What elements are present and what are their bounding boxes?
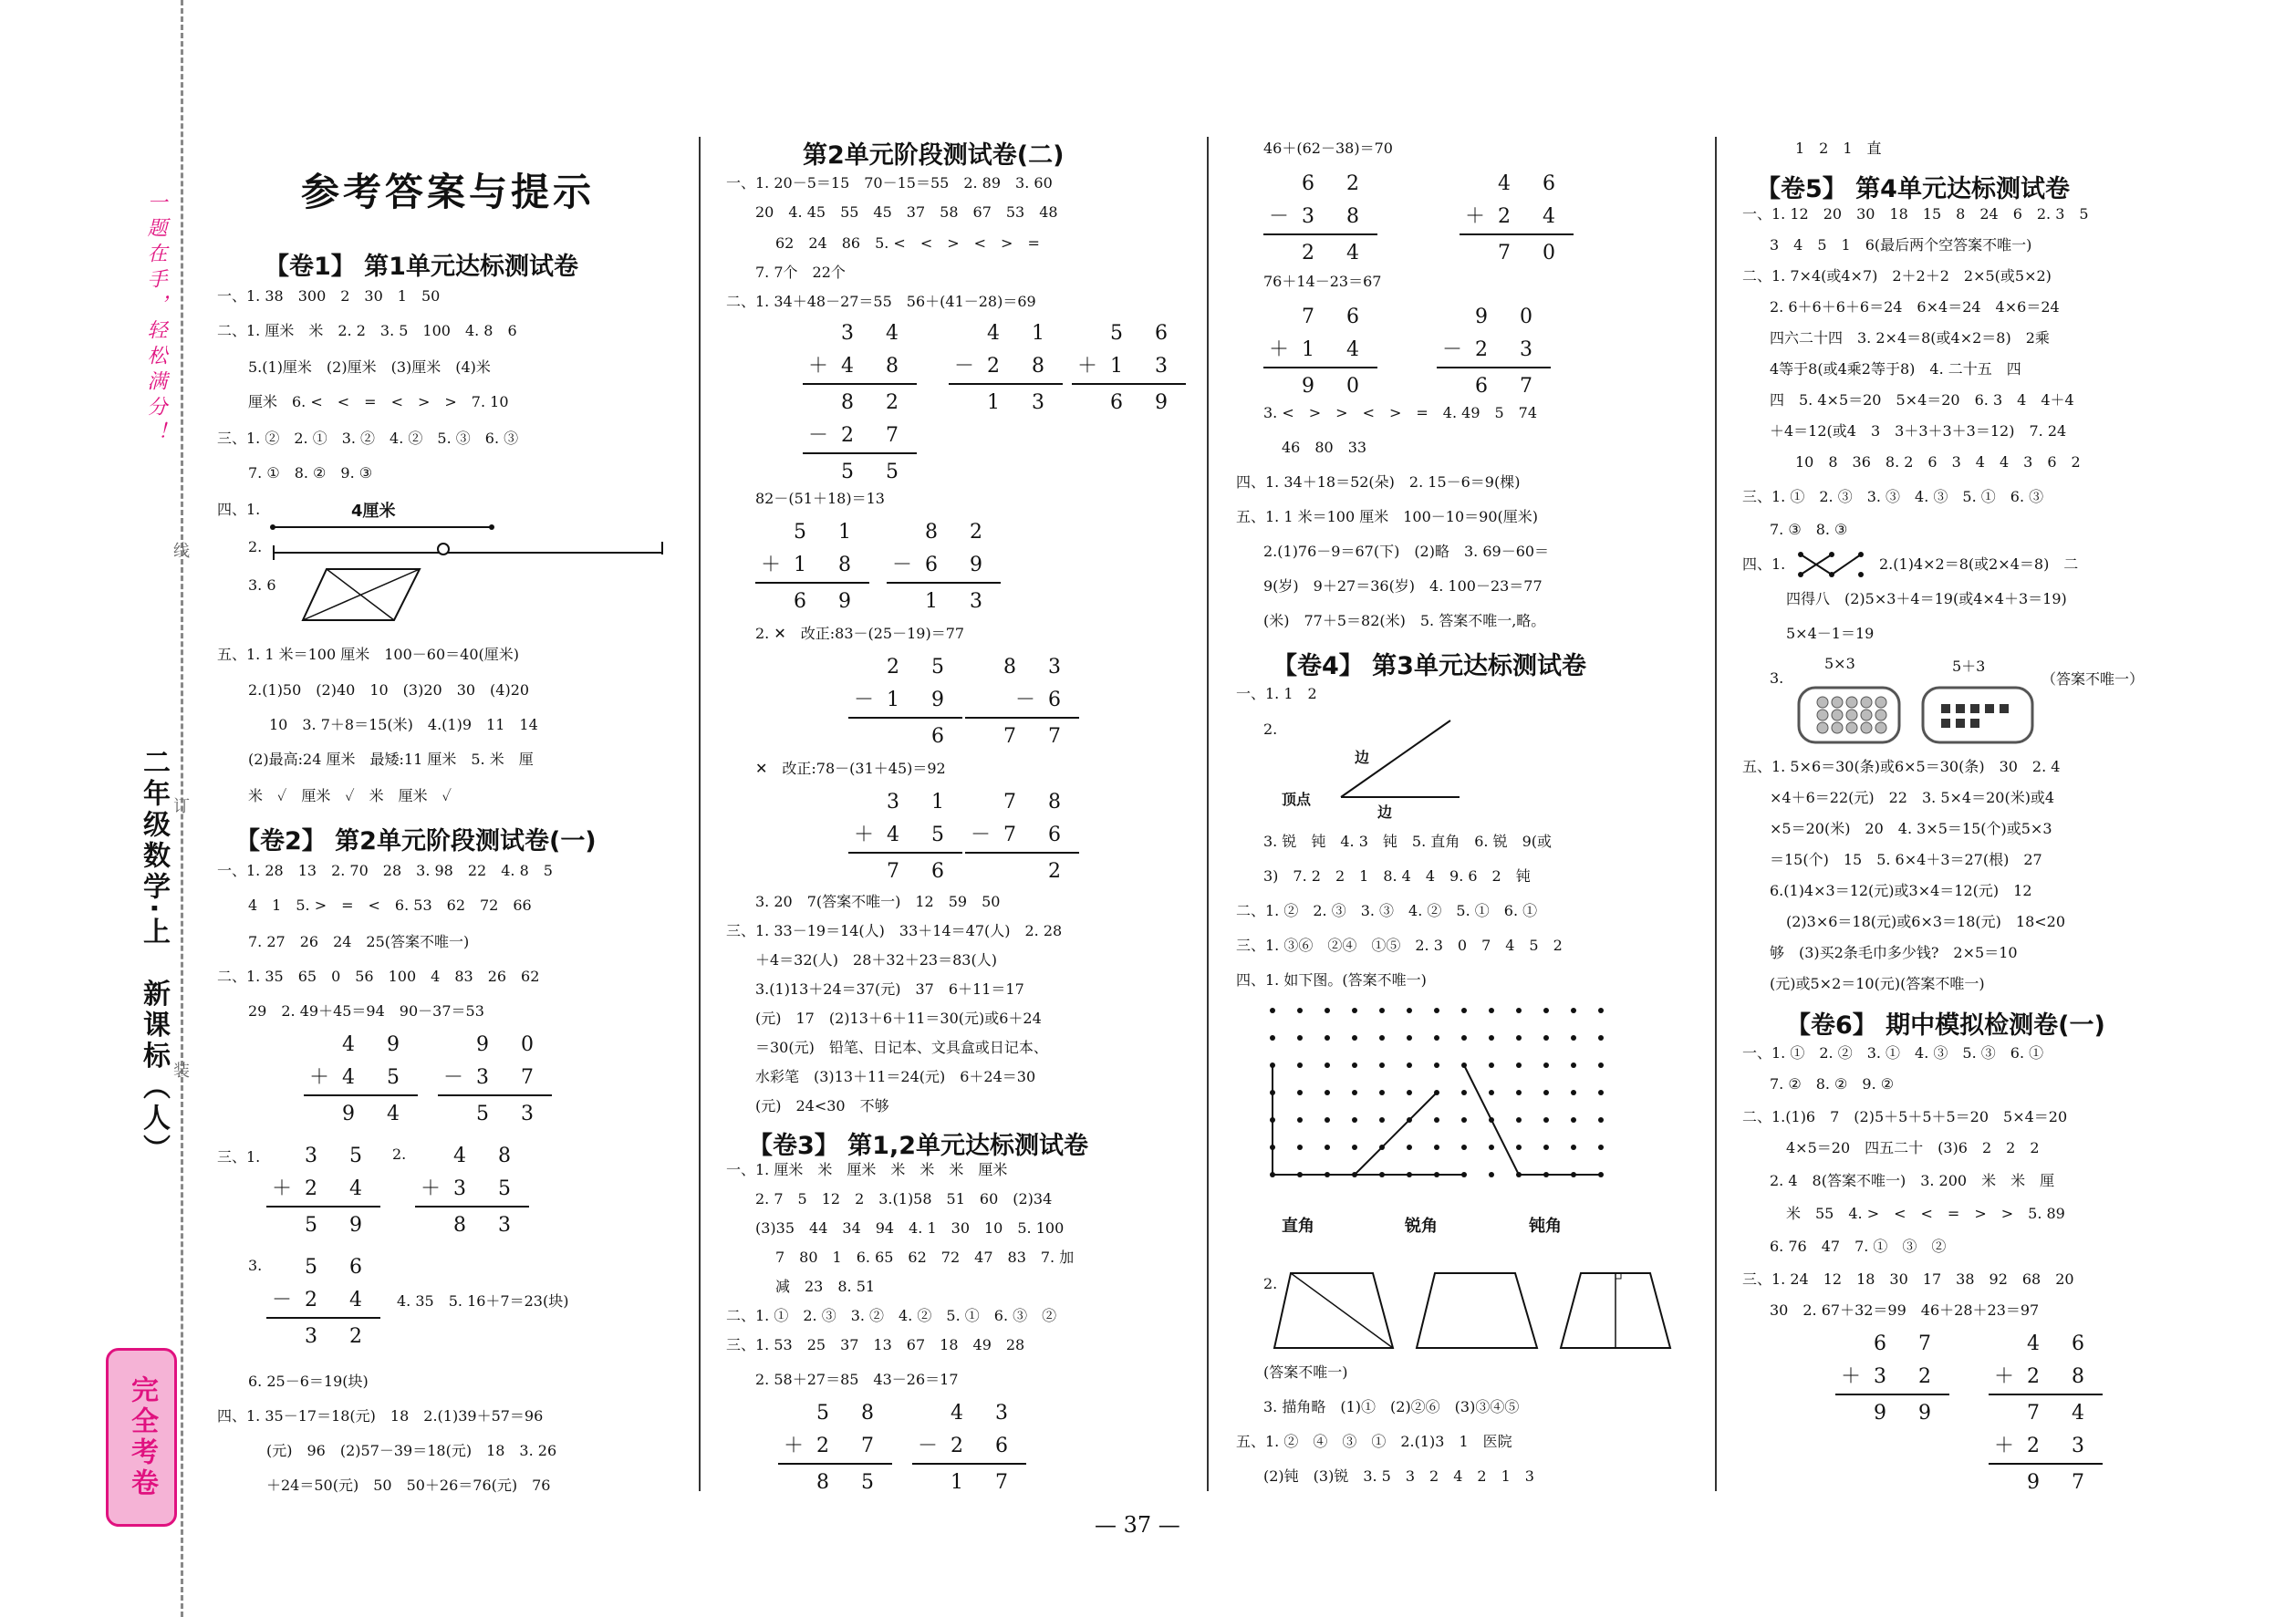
column-divider xyxy=(699,137,701,1491)
answer-line: 三、1. 24 12 18 30 17 38 92 68 20 xyxy=(1742,1270,2074,1288)
answer-line: 3. 锐 钝 4. 3 钝 5. 直角 6. 锐 9(或 xyxy=(1263,833,1553,850)
answer-line: 四六二十四 3. 2×4＝8(或4×2＝8) 2乘 xyxy=(1770,329,2050,347)
answer-line: 30 2. 67＋32＝99 46＋28＋23＝97 xyxy=(1770,1301,2040,1319)
answer-line: 2. xyxy=(248,538,263,555)
vertical-calc: 2 5 －1 9 6 xyxy=(848,651,962,753)
length-label: 4厘米 xyxy=(351,502,396,521)
answer-line: ×4＋6＝22(元) 22 3. 5×4＝20(米)或4 xyxy=(1770,789,2055,806)
dot-grid-angles xyxy=(1263,1001,1647,1202)
answer-line: (元) 17 (2)13＋6＋11＝30(元)或6＋24 xyxy=(755,1010,1042,1027)
brand-logo: 完全考卷 xyxy=(106,1348,177,1527)
section-heading: 【卷5】 第4单元达标测试卷 xyxy=(1756,175,2070,203)
vertical-calc: 4 1 －2 8 1 3 xyxy=(949,317,1063,420)
column-divider xyxy=(1715,137,1717,1491)
vertical-calc: 3 1 ＋4 5 7 6 xyxy=(848,786,962,888)
section-heading: 【卷2】 第2单元阶段测试卷(一) xyxy=(235,827,597,855)
answer-line: 五、1. 5×6＝30(条)或6×5＝30(条) 30 2. 4 xyxy=(1742,758,2061,775)
answer-line: 一、1. 38 300 2 30 1 50 xyxy=(217,287,441,305)
answer-line: (元)或5×2＝10(元)(答案不唯一) xyxy=(1770,975,1985,992)
parallelogram-figure xyxy=(301,565,424,625)
angle-vertex-label: 顶点 xyxy=(1282,791,1312,808)
vertical-calc: 4 9 ＋4 5 9 4 xyxy=(304,1029,418,1131)
answer-line: 2. 4 8(答案不唯一) 3. 200 米 米 厘 xyxy=(1770,1172,2055,1189)
vertical-calc: 4 6 ＋2 8 7 4 ＋2 3 9 7 xyxy=(1989,1328,2103,1499)
vertical-calc: 4 3 －2 6 1 7 xyxy=(912,1397,1026,1499)
picture-caption: 5×3 xyxy=(1824,655,1855,672)
picture-caption: 5＋3 xyxy=(1952,658,1986,675)
answer-line: (元) 24<30 不够 xyxy=(755,1097,889,1114)
answer-line: 2.(1)4×2＝8(或2×4＝8) 二 xyxy=(1879,555,2079,573)
answer-line: 2. xyxy=(1263,720,1278,738)
answer-line: (元) 96 (2)57－39＝18(元) 18 3. 26 xyxy=(266,1442,557,1459)
vertical-calc: 8 3 －6 7 7 xyxy=(965,651,1079,753)
answer-line: 二、1. 34＋48－27＝55 56＋(41－28)＝69 xyxy=(726,293,1036,310)
answer-line: ＋4＝32(人) 28＋32＋23＝83(人) xyxy=(755,951,997,969)
answer-line: 2. 6＋6＋6＋6＝24 6×4＝24 4×6＝24 xyxy=(1770,298,2060,316)
vertical-calc: 6 7 ＋3 2 9 9 xyxy=(1835,1328,1949,1430)
answer-line: 3 4 5 1 6(最后两个空答案不唯一) xyxy=(1770,236,2032,254)
vertical-calc: 3 5 ＋2 4 5 9 xyxy=(266,1140,380,1242)
answer-line: 四、1. xyxy=(1742,555,1786,573)
answer-line: 2.(1)50 (2)40 10 (3)20 30 (4)20 xyxy=(248,681,530,699)
answer-line: 够 (3)买2条毛巾多少钱? 2×5＝10 xyxy=(1770,944,2018,961)
answer-line: 2. xyxy=(392,1145,407,1163)
angle-edge-label: 边 xyxy=(1377,803,1393,821)
answer-line: 5×4－1＝19 xyxy=(1786,625,1875,642)
segment-4cm xyxy=(269,522,497,533)
answer-line: 一、1. ① 2. ② 3. ① 4. ③ 5. ③ 6. ① xyxy=(1742,1044,2044,1062)
answer-line: (2)最高:24 厘米 最矮:11 厘米 5. 米 厘 xyxy=(248,751,534,768)
answer-line: 4×5＝20 四五二十 (3)6 2 2 2 xyxy=(1786,1139,2040,1156)
answer-line: ＝15(个) 15 5. 6×4＋3＝27(根) 27 xyxy=(1770,851,2042,868)
answer-line: ＋24＝50(元) 50 50＋26＝76(元) 76 xyxy=(266,1477,551,1494)
vertical-calc: 9 0 －3 7 5 3 xyxy=(438,1029,552,1131)
answer-line: 二、1. ② 2. ③ 3. ③ 4. ② 5. ① 6. ① xyxy=(1236,902,1538,919)
matching-lines-figure xyxy=(1795,549,1868,580)
answer-line: (米) 77＋5＝82(米) 5. 答案不唯一,略。 xyxy=(1263,612,1546,629)
answer-line: 五、1. ② ④ ③ ① 2.(1)3 1 医院 xyxy=(1236,1433,1512,1450)
answer-line: 4 1 5. > = < 6. 53 62 72 66 xyxy=(248,897,532,914)
answer-line: ×5＝20(米) 20 4. 3×5＝15(个)或5×3 xyxy=(1770,820,2052,837)
answer-line: 三、1. ① 2. ③ 3. ③ 4. ③ 5. ① 6. ③ xyxy=(1742,488,2044,505)
column-divider xyxy=(1207,137,1209,1491)
answer-line: 水彩笔 (3)13＋11＝24(元) 6＋24＝30 xyxy=(755,1068,1036,1085)
answer-line: 4等于8(或4乘2等于8) 4. 二十五 四 xyxy=(1770,360,2021,378)
answer-line: 62 24 86 5. < < > < > = xyxy=(775,234,1040,252)
trapezoid-figures xyxy=(1273,1270,1683,1352)
angle-figure xyxy=(1314,713,1478,804)
answer-line: 四、1. 35－17＝18(元) 18 2.(1)39＋57＝96 xyxy=(217,1407,544,1425)
answer-line: 7. 7个 22个 xyxy=(755,264,846,281)
answer-line: 一、1. 12 20 30 18 15 8 24 6 2. 3 5 xyxy=(1742,205,2089,223)
vertical-calc: 6 2 －3 8 2 4 xyxy=(1263,168,1377,270)
answer-line: 2.(1)76－9＝67(下) (2)略 3. 69－60＝ xyxy=(1263,543,1550,560)
answer-line: 二、1. 7×4(或4×7) 2＋2＋2 2×5(或5×2) xyxy=(1742,267,2052,285)
ruler-line-drawing xyxy=(272,536,673,564)
vertical-calc: 7 6 ＋1 4 9 0 xyxy=(1263,301,1377,403)
answer-line: 6. 76 47 7. ① ③ ② xyxy=(1770,1238,1947,1255)
answer-line: 10 8 36 8. 2 6 3 4 4 3 6 2 xyxy=(1795,453,2081,471)
vertical-calc: 7 8 －7 6 2 xyxy=(965,786,1079,888)
answer-line: 三、1. 33－19＝14(人) 33＋14＝47(人) 2. 28 xyxy=(726,922,1063,939)
answer-line: 3. < > > < > = 4. 49 5 74 xyxy=(1263,404,1538,421)
answer-line: 四、1. 34＋18＝52(朵) 2. 15－6＝9(棵) xyxy=(1236,473,1521,491)
answer-line: 4. 35 5. 16＋7＝23(块) xyxy=(397,1292,569,1310)
answer-line: 9(岁) 9＋27＝36(岁) 4. 100－23＝77 xyxy=(1263,577,1543,595)
answer-line: 2. 58＋27＝85 43－26＝17 xyxy=(755,1371,959,1388)
answer-line: 五、1. 1 米＝100 厘米 100－10＝90(厘米) xyxy=(1236,508,1538,525)
section-heading: 【卷1】 第1单元达标测试卷 xyxy=(265,253,578,281)
answer-line: 三、1. xyxy=(217,1148,261,1166)
answer-line: ✕ 改正:78－(31＋45)＝92 xyxy=(755,760,946,777)
answer-line: 厘米 6. < < = < > > 7. 10 xyxy=(248,393,509,410)
answer-line: 米 ✓ 厘米 ✓ 米 厘米 ✓ xyxy=(248,787,452,804)
answer-line: (2)钝 (3)锐 3. 5 3 2 4 2 1 3 xyxy=(1263,1467,1534,1485)
vertical-calc: 4 8 ＋3 5 8 3 xyxy=(415,1140,529,1242)
answer-line: 29 2. 49＋45＝94 90－37＝53 xyxy=(248,1002,484,1020)
answer-line: 减 23 8. 51 xyxy=(775,1278,876,1295)
vertical-calc: 4 6 ＋2 4 7 0 xyxy=(1460,168,1574,270)
answer-line: 一、1. 28 13 2. 70 28 3. 98 22 4. 8 5 xyxy=(217,862,553,879)
answer-line: ＋4＝12(或4 3 3＋3＋3＋3＝12) 7. 24 xyxy=(1770,422,2067,440)
answer-line: 46＋(62－38)＝70 xyxy=(1263,140,1393,157)
answer-line: 四、1. 如下图。(答案不唯一) xyxy=(1236,971,1427,989)
answer-line: ＝30(元) 铅笔、日记本、文具盒或日记本、 xyxy=(755,1039,1048,1056)
answer-line: 三、1. 53 25 37 13 67 18 49 28 xyxy=(726,1336,1025,1353)
answer-line: (3)35 44 34 94 4. 1 30 10 5. 100 xyxy=(755,1219,1065,1237)
answer-line: 46 80 33 xyxy=(1282,439,1367,456)
answer-line: 二、1. 35 65 0 56 100 4 83 26 62 xyxy=(217,968,540,985)
answer-line: 7. 27 26 24 25(答案不唯一) xyxy=(248,933,470,950)
answer-line: (答案不唯一) xyxy=(1263,1363,1348,1381)
answer-line: 76＋14－23＝67 xyxy=(1263,273,1382,290)
section-heading: 【卷3】 第1,2单元达标测试卷 xyxy=(748,1132,1089,1160)
answer-line: 7. ① 8. ② 9. ③ xyxy=(248,464,373,482)
vertical-calc: 8 2 －6 9 1 3 xyxy=(887,516,1001,618)
answer-line: 6. 25－6＝19(块) xyxy=(248,1373,369,1390)
page-title: 参考答案与提示 xyxy=(301,170,596,214)
vertical-calc: 3 4 ＋4 8 8 2 －2 7 5 5 xyxy=(803,317,917,489)
section-heading: 【卷6】 期中模拟检测卷(一) xyxy=(1786,1011,2105,1040)
angle-edge-label: 边 xyxy=(1355,749,1370,766)
answer-line: 1 2 1 直 xyxy=(1795,140,1882,157)
vertical-calc: 5 1 ＋1 8 6 9 xyxy=(755,516,869,618)
answer-line: 四、1. xyxy=(217,501,261,518)
vertical-calc: 9 0 －2 3 6 7 xyxy=(1437,301,1551,403)
answer-line: 3. xyxy=(1770,669,1784,687)
answer-line: 7 80 1 6. 65 62 72 47 83 7. 加 xyxy=(775,1249,1075,1266)
answer-note: （答案不唯一） xyxy=(2041,670,2145,688)
vertical-calc: 5 8 ＋2 7 8 5 xyxy=(778,1397,892,1499)
answer-line: 一、1. 厘米 米 厘米 米 米 米 厘米 xyxy=(726,1161,1008,1178)
answer-line: 7. ③ 8. ③ xyxy=(1770,521,1848,538)
answer-line: 二、1. ① 2. ③ 3. ② 4. ② 5. ① 6. ③ ② xyxy=(726,1307,1057,1324)
answer-line: 二、1. 厘米 米 2. 2 3. 5 100 4. 8 6 xyxy=(217,322,517,339)
answer-line: 3. 6 xyxy=(248,576,276,594)
grade-label: 二年级数学·上 新课标（人） xyxy=(138,748,170,1166)
cut-mark: 装 xyxy=(173,1062,190,1081)
answer-line: 6.(1)4×3＝12(元)或3×4＝12(元) 12 xyxy=(1770,882,2032,899)
answer-line: 2. ✕ 改正:83－(25－19)＝77 xyxy=(755,625,965,642)
angle-type-label: 钝角 xyxy=(1529,1217,1562,1236)
vertical-calc: 5 6 －2 4 3 2 xyxy=(266,1251,380,1353)
answer-line: 一、1. 1 2 xyxy=(1236,685,1317,702)
answer-line: 米 55 4. > < < = > > 5. 89 xyxy=(1786,1205,2065,1222)
answer-line: 三、1. ③⑥ ②④ ①⑤ 2. 3 0 7 4 5 2 xyxy=(1236,937,1563,954)
angle-type-label: 直角 xyxy=(1282,1217,1314,1236)
vertical-calc: 5 6 ＋1 3 6 9 xyxy=(1072,317,1186,420)
answer-line: 四 5. 4×5＝20 5×4＝20 6. 3 4 4＋4 xyxy=(1770,391,2074,409)
answer-line: 2. xyxy=(1263,1275,1278,1292)
answer-line: 3.(1)13＋24＝37(元) 37 6＋11＝17 xyxy=(755,980,1024,998)
angle-type-label: 锐角 xyxy=(1405,1217,1438,1236)
answer-line: 3. xyxy=(248,1257,263,1274)
answer-line: 7. ② 8. ② 9. ② xyxy=(1770,1075,1895,1093)
answer-line: 一、1. 20－5＝15 70－15＝55 2. 89 3. 60 xyxy=(726,174,1053,192)
answer-line: 3. 描角略 (1)① (2)②⑥ (3)③④⑤ xyxy=(1263,1398,1520,1415)
answer-line: 三、1. ② 2. ① 3. ② 4. ② 5. ③ 6. ③ xyxy=(217,430,519,447)
slogan: 一题在手，轻松满分！ xyxy=(144,192,167,447)
answer-line: 五、1. 1 米＝100 厘米 100－60＝40(厘米) xyxy=(217,646,519,663)
answer-line: 四得八 (2)5×3＋4＝19(或4×4＋3＝19) xyxy=(1786,590,2067,607)
answer-line: 二、1.(1)6 7 (2)5＋5＋5＋5＝20 5×4＝20 xyxy=(1742,1108,2068,1125)
answer-line: 20 4. 45 55 45 37 58 67 53 48 xyxy=(755,203,1058,221)
answer-line: 5.(1)厘米 (2)厘米 (3)厘米 (4)米 xyxy=(248,358,491,376)
cut-mark: 订 xyxy=(173,797,190,816)
answer-line: 82－(51＋18)＝13 xyxy=(755,490,885,507)
answer-line: (2)3×6＝18(元)或6×3＝18(元) 18<20 xyxy=(1786,913,2066,930)
answer-line: 3. 20 7(答案不唯一) 12 59 50 xyxy=(755,893,1001,910)
section-heading: 【卷4】 第3单元达标测试卷 xyxy=(1273,652,1586,680)
section-heading: 第2单元阶段测试卷(二) xyxy=(803,141,1065,170)
counting-pictures xyxy=(1795,684,2041,748)
answer-line: 3) 7. 2 2 1 8. 4 4 9. 6 2 钝 xyxy=(1263,867,1531,885)
page-number: — 37 — xyxy=(1095,1512,1180,1538)
cut-mark: 线 xyxy=(173,542,190,561)
answer-line: 2. 7 5 12 2 3.(1)58 51 60 (2)34 xyxy=(755,1190,1053,1208)
answer-line: 10 3. 7＋8＝15(米) 4.(1)9 11 14 xyxy=(269,716,538,733)
